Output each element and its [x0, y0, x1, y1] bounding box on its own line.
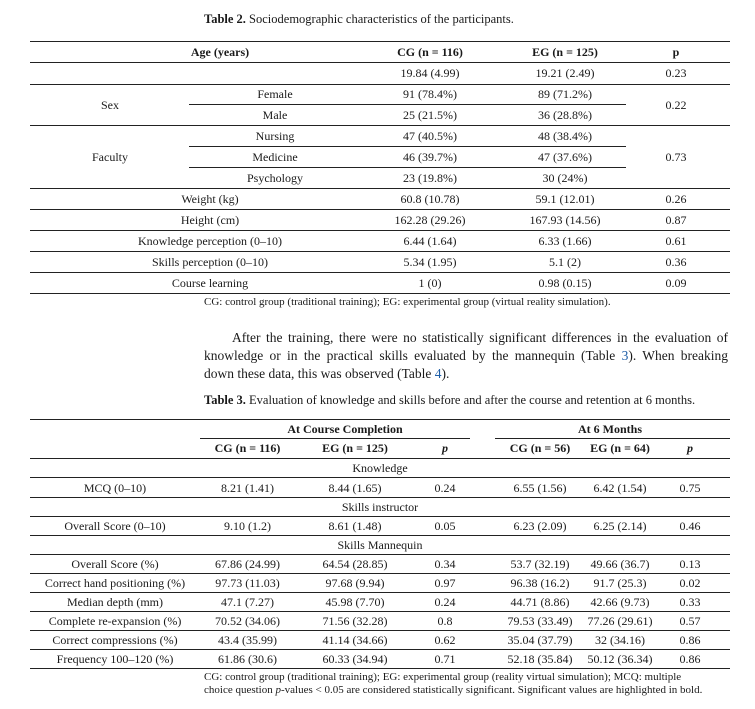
mannequin-row-label: Complete re-expansion (%): [48, 614, 182, 628]
overall-score-eg1: 8.61 (1.48): [328, 519, 382, 533]
knowledge-perception-label: Knowledge perception (0–10): [138, 234, 282, 248]
mannequin-p1: 0.34: [434, 557, 456, 571]
mannequin-eg1: 64.54 (28.85): [322, 557, 388, 571]
col-eg2: EG (n = 64): [590, 441, 650, 455]
mannequin-cg2: 53.7 (32.19): [510, 557, 570, 571]
weight-eg: 59.1 (12.01): [535, 192, 595, 206]
paragraph-text: knowledge or in the practical skills evaluated by the mannequin (Table: [204, 348, 622, 363]
table2-header-eg: EG (n = 125): [532, 45, 598, 59]
mannequin-row-label: Correct hand positioning (%): [44, 576, 186, 590]
table2-row-rule: [30, 125, 730, 126]
table3-row-rule: [30, 516, 730, 517]
footnote-line: [204, 684, 728, 697]
table2-header-rule: [30, 62, 730, 63]
mannequin-cg1: 70.52 (34.06): [215, 614, 280, 628]
body-paragraph: [204, 329, 728, 383]
mannequin-eg1: 45.98 (7.70): [325, 595, 385, 609]
height-cg: 162.28 (29.26): [394, 213, 466, 227]
faculty-label: Faculty: [92, 150, 128, 164]
overall-score-eg2: 6.25 (2.14): [593, 519, 647, 533]
height-label: Height (cm): [180, 213, 240, 227]
mannequin-p2: 0.33: [679, 595, 701, 609]
overall-score-cg2: 6.23 (2.09): [513, 519, 567, 533]
mannequin-cg2: 79.53 (33.49): [507, 614, 573, 628]
table2-header-cg: CG (n = 116): [397, 45, 463, 59]
skills-perception-label: Skills perception (0–10): [152, 255, 268, 269]
overall-score-label: Overall Score (0–10): [64, 519, 166, 533]
sex-sub-female: Female: [257, 87, 293, 101]
mcq-p1: 0.24: [434, 481, 456, 495]
table4-link[interactable]: 4: [434, 366, 442, 381]
mannequin-row-label: Median depth (mm): [67, 595, 163, 609]
footnote-text: -values < 0.05 are considered statistically significant. Significant values are highlighted in bold.: [280, 684, 703, 696]
sex-female-eg: 89 (71.2%): [538, 87, 592, 101]
mannequin-eg2: 91.7 (25.3): [593, 576, 647, 590]
sex-sub-male: Male: [262, 108, 288, 122]
mannequin-cg1: 47.1 (7.27): [221, 595, 274, 609]
table2-caption-label: Table 2.: [204, 12, 246, 26]
mannequin-cg2: 44.71 (8.86): [510, 595, 570, 609]
mannequin-p2: 0.86: [679, 652, 701, 666]
faculty-inner-rule: [189, 167, 626, 168]
group-course-completion: At Course Completion: [287, 422, 403, 436]
faculty-sub-psychology: Psychology: [246, 171, 303, 185]
table2-top-rule: [30, 41, 730, 42]
knowledge-perception-eg: 6.33 (1.66): [538, 234, 592, 248]
table3-row-rule: [30, 477, 730, 478]
table3-row-rule: [30, 497, 730, 498]
faculty-sub-medicine: Medicine: [252, 150, 298, 164]
mannequin-cg1: 67.86 (24.99): [215, 557, 280, 571]
overall-score-cg1: 9.10 (1.2): [224, 519, 271, 533]
mannequin-p1: 0.97: [434, 576, 456, 590]
overall-score-p1: 0.05: [434, 519, 456, 533]
mcq-cg1: 8.21 (1.41): [221, 481, 274, 495]
faculty-nursing-cg: 47 (40.5%): [403, 129, 457, 143]
table2-row-rule: [30, 188, 730, 189]
knowledge-perception-cg: 6.44 (1.64): [403, 234, 457, 248]
sex-inner-rule: [189, 104, 626, 105]
age-cg: 19.84 (4.99): [400, 66, 460, 80]
table2-bottom-rule: [30, 293, 730, 294]
mannequin-eg2: 77.26 (29.61): [587, 614, 653, 628]
paragraph-text: ). When breaking: [628, 348, 728, 363]
table3-row-rule: [30, 573, 730, 574]
col-eg1: EG (n = 125): [322, 441, 388, 455]
overall-score-p2: 0.46: [679, 519, 701, 533]
table3-row-rule: [30, 630, 730, 631]
mannequin-p2: 0.13: [679, 557, 701, 571]
skills-perception-eg: 5.1 (2): [549, 255, 581, 269]
faculty-inner-rule: [189, 146, 626, 147]
mannequin-p1: 0.71: [434, 652, 456, 666]
mannequin-eg2: 50.12 (36.34): [587, 652, 653, 666]
mannequin-p1: 0.62: [434, 633, 456, 647]
table2-row-rule: [30, 251, 730, 252]
mannequin-eg1: 97.68 (9.94): [325, 576, 385, 590]
group-underline: [495, 438, 730, 439]
mannequin-eg2: 42.66 (9.73): [590, 595, 650, 609]
mannequin-eg2: 32 (34.16): [595, 633, 645, 647]
faculty-psychology-eg: 30 (24%): [542, 171, 588, 185]
course-learning-cg: 1 (0): [418, 276, 442, 290]
skills-perception-p: 0.36: [665, 255, 687, 269]
sex-male-cg: 25 (21.5%): [403, 108, 457, 122]
table3-caption: [204, 393, 695, 408]
table2-header-label: Age (years): [190, 45, 250, 59]
col-p1: p: [442, 441, 448, 455]
group-underline: [200, 438, 470, 439]
mcq-p2: 0.75: [679, 481, 701, 495]
table2-footnote: CG: control group (traditional training); EG: experimental group (virtual reality simulation).: [204, 296, 611, 308]
table3-caption-label: Table 3.: [204, 393, 246, 407]
table2-row-rule: [30, 209, 730, 210]
table3-caption-text: Evaluation of knowledge and skills before and after the course and retention at 6 months.: [249, 393, 696, 407]
mannequin-row-label: Frequency 100–120 (%): [56, 652, 174, 666]
table3-footnote: [204, 671, 728, 697]
mannequin-cg2: 52.18 (35.84): [507, 652, 573, 666]
mannequin-p1: 0.24: [434, 595, 456, 609]
col-cg2: CG (n = 56): [509, 441, 571, 455]
mannequin-eg1: 41.14 (34.66): [322, 633, 388, 647]
table3-row-rule: [30, 592, 730, 593]
mannequin-cg2: 35.04 (37.79): [507, 633, 573, 647]
section-skills-instructor: Skills instructor: [341, 500, 419, 514]
paragraph-text: ).: [441, 366, 450, 381]
faculty-nursing-eg: 48 (38.4%): [538, 129, 592, 143]
table2-row-rule: [30, 230, 730, 231]
mannequin-eg2: 49.66 (36.7): [590, 557, 650, 571]
faculty-p: 0.73: [665, 150, 687, 164]
course-learning-p: 0.09: [665, 276, 687, 290]
weight-label: Weight (kg): [181, 192, 239, 206]
section-skills-mannequin: Skills Mannequin: [337, 538, 423, 552]
mannequin-p2: 0.86: [679, 633, 701, 647]
table2-row-rule: [30, 272, 730, 273]
course-learning-label: Course learning: [171, 276, 249, 290]
mannequin-p2: 0.57: [679, 614, 701, 628]
mcq-eg1: 8.44 (1.65): [328, 481, 382, 495]
faculty-medicine-cg: 46 (39.7%): [403, 150, 457, 164]
age-eg: 19.21 (2.49): [535, 66, 595, 80]
table3-link[interactable]: 3: [621, 348, 629, 363]
faculty-medicine-eg: 47 (37.6%): [538, 150, 592, 164]
table2-row-rule: [30, 84, 730, 85]
paragraph-line: [204, 347, 728, 365]
table3-bottom-rule: [30, 668, 730, 669]
table2-caption-text: Sociodemographic characteristics of the participants.: [249, 12, 514, 26]
table3-row-rule: [30, 649, 730, 650]
section-knowledge: Knowledge: [352, 461, 408, 475]
paragraph-line: After the training, there were no statistically significant differences in the evaluation of: [232, 330, 728, 345]
height-eg: 167.93 (14.56): [529, 213, 601, 227]
mcq-eg2: 6.42 (1.54): [593, 481, 647, 495]
mannequin-row-label: Correct compressions (%): [52, 633, 178, 647]
table3-row-rule: [30, 554, 730, 555]
footnote-text: choice question: [204, 684, 276, 696]
sex-p: 0.22: [665, 98, 687, 112]
col-p2: p: [687, 441, 693, 455]
mannequin-cg1: 97.73 (11.03): [215, 576, 280, 590]
table3-row-rule: [30, 535, 730, 536]
sex-female-cg: 91 (78.4%): [403, 87, 457, 101]
mannequin-cg2: 96.38 (16.2): [510, 576, 570, 590]
knowledge-perception-p: 0.61: [665, 234, 687, 248]
age-p: 0.23: [665, 66, 687, 80]
footnote-p-symbol: p: [275, 684, 281, 696]
mcq-label: MCQ (0–10): [83, 481, 147, 495]
paragraph-text: down these data, this was observed (Table: [204, 366, 435, 381]
mannequin-cg1: 61.86 (30.6): [218, 652, 277, 666]
table2-caption: [204, 12, 514, 27]
faculty-psychology-cg: 23 (19.8%): [403, 171, 457, 185]
table3-header-rule: [30, 458, 730, 459]
mcq-cg2: 6.55 (1.56): [513, 481, 567, 495]
course-learning-eg: 0.98 (0.15): [538, 276, 592, 290]
weight-p: 0.26: [665, 192, 687, 206]
skills-perception-cg: 5.34 (1.95): [403, 255, 457, 269]
sex-male-eg: 36 (28.8%): [538, 108, 592, 122]
table3-row-rule: [30, 611, 730, 612]
mannequin-p1: 0.8: [437, 614, 453, 628]
paragraph-line: [204, 365, 728, 383]
mannequin-cg1: 43.4 (35.99): [218, 633, 277, 647]
mannequin-eg1: 71.56 (32.28): [322, 614, 388, 628]
mannequin-p2: 0.02: [679, 576, 701, 590]
col-cg1: CG (n = 116): [214, 441, 281, 455]
table2-header-p: p: [672, 45, 680, 59]
sex-label: Sex: [101, 98, 119, 112]
faculty-sub-nursing: Nursing: [255, 129, 295, 143]
height-p: 0.87: [665, 213, 687, 227]
weight-cg: 60.8 (10.78): [400, 192, 460, 206]
group-6-months: At 6 Months: [577, 422, 642, 436]
mannequin-row-label: Overall Score (%): [71, 557, 159, 571]
table3-top-rule: [30, 419, 730, 420]
footnote-line: CG: control group (traditional training); EG: experimental group (reality virtual simulation); MCQ: multiple: [204, 671, 682, 683]
mannequin-eg1: 60.33 (34.94): [322, 652, 388, 666]
